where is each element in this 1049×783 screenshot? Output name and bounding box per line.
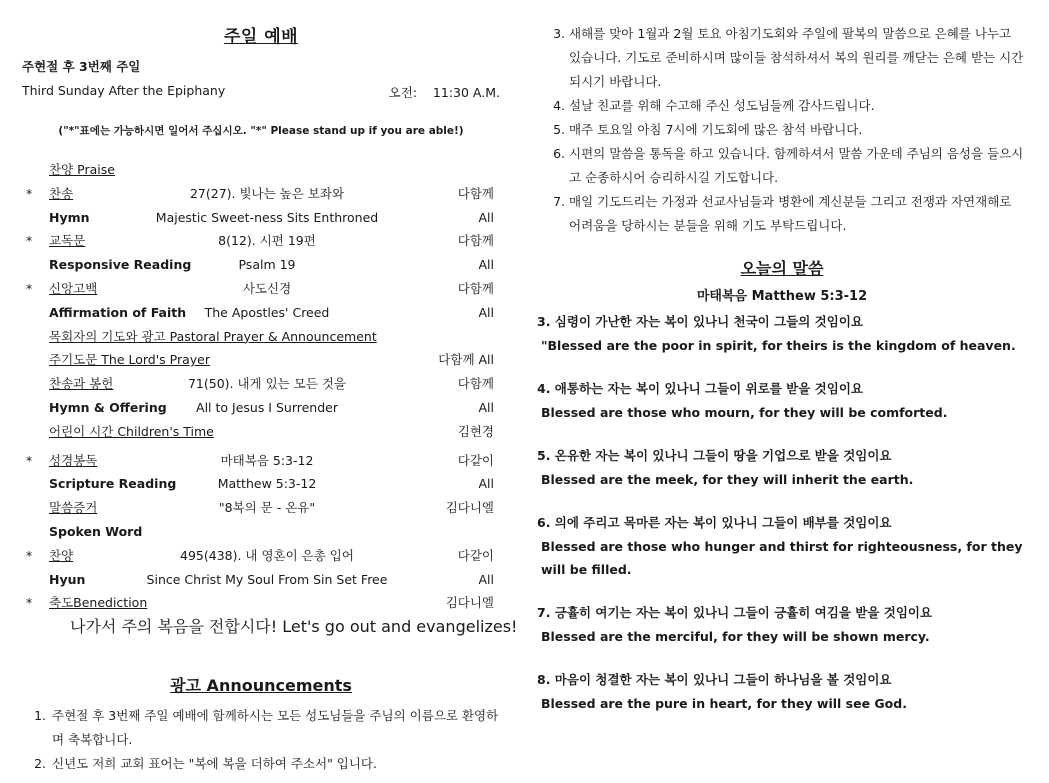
- stand-marker: *: [26, 452, 33, 468]
- order-item-name: 찬양: [49, 547, 74, 563]
- order-item-name: Hymn: [49, 209, 90, 225]
- order-item-leader: 다같이: [457, 452, 494, 468]
- verse: [537, 511, 1027, 581]
- order-item-name: 찬양 Praise: [49, 162, 115, 177]
- order-row: [22, 544, 500, 568]
- order-row: [22, 229, 500, 253]
- stand-marker: *: [26, 595, 33, 611]
- order-item-name: 성경봉독: [49, 452, 98, 468]
- order-item-detail: 8(12). 시편 19편: [218, 233, 316, 249]
- order-row: [22, 182, 500, 206]
- stand-notice: ("*"표에는 가능하시면 일어서 주십시오. "*" Please stand up if you are able!): [58, 125, 464, 137]
- order-item-detail: 495(438). 내 영혼이 은총 입어: [180, 547, 354, 563]
- order-item-detail: All to Jesus I Surrender: [196, 399, 338, 415]
- order-item-leader: 다같이: [457, 547, 494, 563]
- order-item-leader: 다함께: [457, 376, 494, 392]
- order-row: [22, 325, 500, 349]
- order-item-leader: 다함께: [457, 233, 494, 249]
- verse-korean: 6. 의에 주리고 목마른 자는 복이 있나니 그들이 배부를 것임이요: [537, 515, 892, 530]
- order-item-name: 목회자의 기도와 광고 Pastoral Prayer & Announcement: [49, 328, 377, 344]
- sunday-name-english: Third Sunday After the Epiphany: [22, 83, 226, 98]
- order-item-detail: 사도신경: [242, 280, 292, 296]
- order-item-leader: All: [478, 257, 494, 273]
- order-row: [22, 372, 500, 396]
- order-item-name: 말씀증거: [49, 500, 98, 516]
- order-row: [22, 253, 500, 277]
- verse-korean: 5. 온유한 자는 복이 있나니 그들이 땅을 기업으로 받을 것임이요: [537, 448, 892, 463]
- verse-korean: 3. 심령이 가난한 자는 복이 있나니 천국이 그들의 것임이요: [537, 314, 863, 329]
- order-item-name: 신앙고백: [49, 280, 98, 296]
- right-column: [537, 22, 1027, 735]
- order-item-detail: 27(27). 빛나는 높은 보좌와: [189, 185, 345, 201]
- order-item-detail: Majestic Sweet-ness Sits Enthroned: [155, 209, 379, 225]
- order-row: [22, 396, 500, 420]
- verse: [537, 668, 1027, 715]
- order-item-name: 축도Benediction: [49, 595, 148, 611]
- order-item-detail: Since Christ My Soul From Sin Set Free: [146, 571, 388, 587]
- order-item-leader: 다함께: [457, 280, 494, 296]
- announcement-item: 1. 주현절 후 3번째 주일 예배에 함께하시는 모든 성도님들을 주님의 이름으로 환영하며 축복합니다.: [50, 704, 500, 752]
- verse-korean: 8. 마음이 청결한 자는 복이 있나니 그들이 하나님을 볼 것임이요: [537, 672, 892, 687]
- order-row: [22, 206, 500, 230]
- worship-title: 주일 예배: [223, 27, 299, 47]
- order-item-name: Spoken Word: [49, 523, 143, 539]
- announcement-item: 5. 매주 토요일 아침 7시에 기도회에 많은 참석 바랍니다.: [569, 118, 1027, 142]
- sermon-passage: 마태복음 Matthew 5:3-12: [696, 289, 868, 304]
- order-item-leader: All: [478, 476, 494, 492]
- announcement-item: 2. 신년도 저희 교회 표어는 "복에 복을 더하여 주소서" 입니다.: [50, 752, 500, 776]
- verse-english: "Blessed are the poor in spirit, for theirs is the kingdom of heaven.: [541, 338, 1016, 353]
- order-row: [22, 449, 500, 473]
- order-item-detail: 마태복음 5:3-12: [220, 452, 314, 468]
- order-item-detail: Matthew 5:3-12: [217, 476, 317, 492]
- stand-marker: *: [26, 185, 33, 201]
- order-item-leader: 다함께: [457, 185, 494, 201]
- order-row: [22, 158, 500, 182]
- order-row: [22, 496, 500, 520]
- order-item-leader: All: [478, 399, 494, 415]
- verse-korean: 4. 애통하는 자는 복이 있나니 그들이 위로를 받을 것임이요: [537, 381, 863, 396]
- closing-sending: 나가서 주의 복음을 전합시다! Let's go out and evangelizes!: [70, 617, 518, 637]
- announcements-list: [22, 704, 500, 776]
- sunday-line: [22, 83, 500, 101]
- order-item-leader: All: [478, 304, 494, 320]
- stand-marker: *: [26, 280, 33, 296]
- order-item-detail: The Apostles' Creed: [204, 304, 330, 320]
- verse: [537, 444, 1027, 491]
- order-item-name: 어린이 시간 Children's Time: [49, 423, 214, 439]
- order-row: [22, 420, 500, 444]
- verse-korean: 7. 긍휼히 여기는 자는 복이 있나니 그들이 긍휼히 여김을 받을 것임이요: [537, 605, 933, 620]
- closing-row: [22, 615, 518, 639]
- order-row: [22, 520, 500, 544]
- order-item-detail: "8복의 문 - 온유": [218, 500, 316, 516]
- order-item-leader: All: [478, 209, 494, 225]
- order-item-name: 찬송과 봉헌: [49, 376, 114, 392]
- beatitudes-verses: [537, 310, 1027, 715]
- order-item-detail: 71(50). 내게 있는 모든 것을: [187, 376, 347, 392]
- order-item-leader: 김현경: [457, 423, 494, 439]
- order-item-detail: Psalm 19: [238, 257, 296, 273]
- order-item-name: Scripture Reading: [49, 476, 177, 492]
- order-row: [22, 277, 500, 301]
- verse-english: Blessed are those who mourn, for they will be comforted.: [541, 405, 948, 420]
- announcements-list-continued: [537, 22, 1027, 238]
- order-row: [22, 568, 500, 592]
- order-item-leader: All: [478, 571, 494, 587]
- sermon-title: 오늘의 말씀: [740, 259, 824, 278]
- order-item-leader: 다함께 All: [438, 352, 494, 368]
- announcement-item: 3. 새해를 맞아 1월과 2월 토요 아침기도회와 주일에 팔복의 말씀으로 은혜를 나누고 있습니다. 기도로 준비하시며 많이들 참석하셔서 복의 원리를 깨닫는 은혜 받는 시간 되시기 바랍니다.: [569, 22, 1027, 94]
- stand-marker: *: [26, 233, 33, 249]
- stand-marker: *: [26, 547, 33, 563]
- worship-column: [22, 22, 518, 776]
- order-item-name: Affirmation of Faith: [49, 304, 187, 320]
- announcement-item: 4. 설날 친교를 위해 수고해 주신 성도님들께 감사드립니다.: [569, 94, 1027, 118]
- order-of-worship: [22, 158, 500, 615]
- order-row: [22, 348, 500, 372]
- announcement-item: 6. 시편의 말씀을 통독을 하고 있습니다. 함께하셔서 말씀 가운데 주님의 음성을 들으시고 순종하시어 승리하시길 기도합니다.: [569, 142, 1027, 190]
- order-row: [22, 472, 500, 496]
- order-item-name: 교독문: [49, 233, 86, 249]
- verse: [537, 377, 1027, 424]
- order-row: [22, 591, 500, 615]
- verse-english: Blessed are the pure in heart, for they will see God.: [541, 696, 907, 711]
- order-item-name: Hymn & Offering: [49, 399, 167, 415]
- order-item-name: Hyun: [49, 571, 86, 587]
- verse-english: Blessed are the merciful, for they will be shown mercy.: [541, 629, 930, 644]
- service-time: 오전: 11:30 A.M.: [388, 85, 500, 100]
- order-item-leader: 김다니엘: [445, 500, 494, 516]
- sunday-name-korean: 주현절 후 3번째 주일: [22, 59, 141, 74]
- order-item-name: 찬송: [49, 185, 74, 201]
- verse-english: Blessed are the meek, for they will inherit the earth.: [541, 472, 914, 487]
- order-item-name: 주기도문 The Lord's Prayer: [49, 352, 211, 368]
- order-item-name: Responsive Reading: [49, 257, 192, 273]
- order-item-leader: 김다니엘: [445, 595, 494, 611]
- verse: [537, 310, 1027, 357]
- verse: [537, 601, 1027, 648]
- order-row: [22, 301, 500, 325]
- announcement-item: 7. 매일 기도드리는 가정과 선교사님들과 병환에 계신분들 그리고 전쟁과 자연재해로 어려움을 당하시는 분들을 위해 기도 부탁드립니다.: [569, 190, 1027, 238]
- verse-english: Blessed are those who hunger and thirst for righteousness, for they will be filled.: [541, 539, 1023, 577]
- announcements-title: 광고 Announcements: [170, 675, 352, 695]
